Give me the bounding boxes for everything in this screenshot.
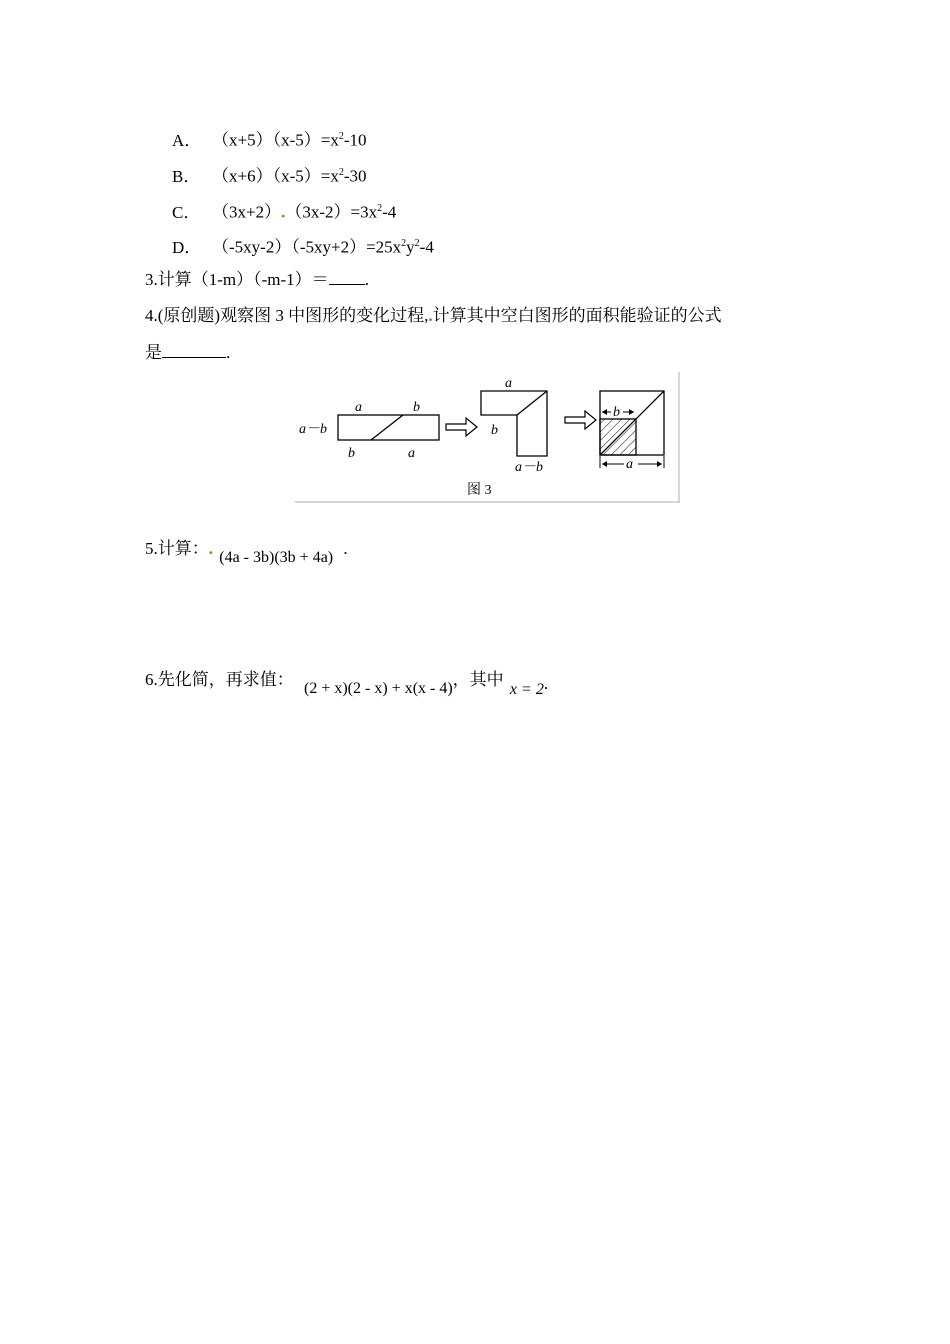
question-4-line-1: 4.(原创题)观察图 3 中图形的变化过程,.计算其中空白图形的面积能验证的公式 [145,306,722,325]
figure-caption: 图 3 [467,483,492,498]
arrow-right-icon [446,418,477,436]
label-b: b [491,423,498,438]
hatched-square [600,419,636,455]
arrow-right-icon [565,411,596,429]
option-a: A． $(x+5)(x-5)=x^2-10$ [172,130,367,150]
option-text: （3x+2） [212,202,282,222]
question-3: 3.计算（1-m）（-m-1）＝ . [145,270,369,289]
option-label: C． [172,202,201,222]
dot-mark: . [208,539,213,558]
dot-mark: . [281,202,286,222]
math-expression: (4a - 3b)(3b + 4a) [219,549,334,566]
label-a-minus-b: a－b [515,460,543,475]
question-5-prefix: 5.计算： [145,539,209,558]
option-text: （-5xy-2）（-5xy+2）=25x [212,237,402,257]
math-condition: x = 2 [509,681,544,698]
label-b: b [348,446,355,461]
math-expression: (2 + x)(2 - x) + x(x - 4) [304,680,453,697]
option-label: D． [172,237,202,257]
question-4-line-2: 是 . [145,343,231,362]
option-label: A． [172,130,202,150]
question-6: 6.先化简，再求值： (2 + x)(2 - x) + x(x - 4)，其中 x = 2. [145,670,549,698]
answer-blank[interactable] [162,341,226,358]
option-text: （x+5）（x-5）=x [212,130,339,150]
answer-blank[interactable] [329,268,365,285]
rectangle-shape [338,415,439,440]
label-a-minus-b: a－b [299,422,327,437]
option-label: B． [172,166,201,186]
label-a: a [355,400,362,415]
label-b: b [413,400,420,415]
option-text: （x+6）（x-5）=x [212,166,339,186]
option-d: D． $(-5xy-2)(-5xy+2)=25x^2y^2-4$ [172,237,434,257]
label-b: b [613,405,620,420]
label-a: a [626,457,633,472]
option-b: B． $(x+6)(x-5)=x^2-30$ [172,166,367,186]
question-3-text: 3.计算（1-m）（-m-1）＝ [145,270,329,289]
option-c: C． $(3x+2).(3x-2)=3x^2-4$ [172,202,397,222]
label-a: a [408,446,415,461]
figure-3 [295,372,680,503]
label-a: a [505,376,512,391]
dot-mark: . [428,306,433,325]
question-6-prefix: 6.先化简，再求值： [145,670,294,689]
question-5: 5.计算：. (4a - 3b)(3b + 4a) . [145,539,348,566]
